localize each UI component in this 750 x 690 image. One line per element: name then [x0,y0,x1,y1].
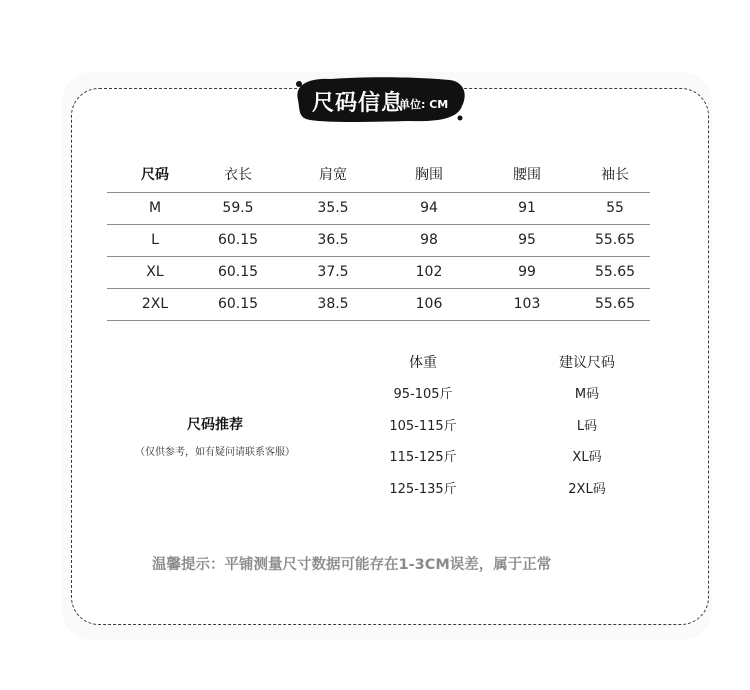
cell-size: XL [146,264,164,280]
header-size: 尺码 [141,167,169,183]
suggested-size-header: 建议尺码 [559,355,615,371]
suggested-size-value: XL码 [572,450,602,465]
weight-value: 115-125斤 [389,450,457,465]
cell-waist: 95 [518,232,536,248]
recommendation-title: 尺码推荐 [187,417,243,433]
size-table [107,160,650,321]
cell-shoulder: 37.5 [317,264,349,280]
weight-column [363,348,483,505]
header-waist: 腰围 [513,167,541,183]
recommendation-note: （仅供参考，如有疑问请联系客服） [135,447,295,458]
cell-waist: 103 [513,296,541,312]
weight-header: 体重 [409,355,437,371]
table-header-row [107,160,650,193]
suggested-size-value: M码 [574,387,600,402]
cell-size: L [151,232,159,248]
cell-length: 59.5 [222,200,254,216]
cell-length: 60.15 [217,296,259,312]
table-row [107,193,650,225]
suggested-size-value: 2XL码 [568,481,606,497]
cell-chest: 106 [415,296,443,312]
measurement-tip: 温馨提示：平铺测量尺寸数据可能存在1-3CM误差，属于正常 [152,557,552,573]
header-chest: 胸围 [415,167,443,183]
weight-value: 105-115斤 [389,418,457,434]
cell-size: M [148,200,162,216]
cell-length: 60.15 [217,232,259,248]
cell-sleeve: 55.65 [594,296,636,312]
cell-length: 60.15 [217,264,259,280]
table-row [107,225,650,257]
cell-waist: 91 [518,200,536,216]
suggested-size-column [527,348,647,505]
cell-shoulder: 35.5 [317,200,349,216]
header-sleeve: 袖长 [601,167,629,183]
cell-sleeve: 55.65 [594,232,636,248]
weight-value: 95-105斤 [393,387,453,402]
header-shoulder: 肩宽 [319,167,347,183]
table-row [107,289,650,321]
page-title: 尺码信息 [312,91,405,116]
cell-waist: 99 [518,264,536,280]
header-length: 衣长 [224,167,252,183]
cell-sleeve: 55.65 [594,264,636,280]
cell-sleeve: 55 [606,200,624,216]
cell-chest: 94 [420,200,438,216]
cell-shoulder: 38.5 [317,296,349,312]
suggested-size-value: L码 [576,418,598,434]
table-row [107,257,650,289]
cell-size: 2XL [141,296,169,312]
unit-label: 单位: CM [399,98,449,111]
cell-chest: 98 [420,232,438,248]
cell-shoulder: 36.5 [317,232,349,248]
weight-value: 125-135斤 [389,481,457,497]
cell-chest: 102 [415,264,443,280]
